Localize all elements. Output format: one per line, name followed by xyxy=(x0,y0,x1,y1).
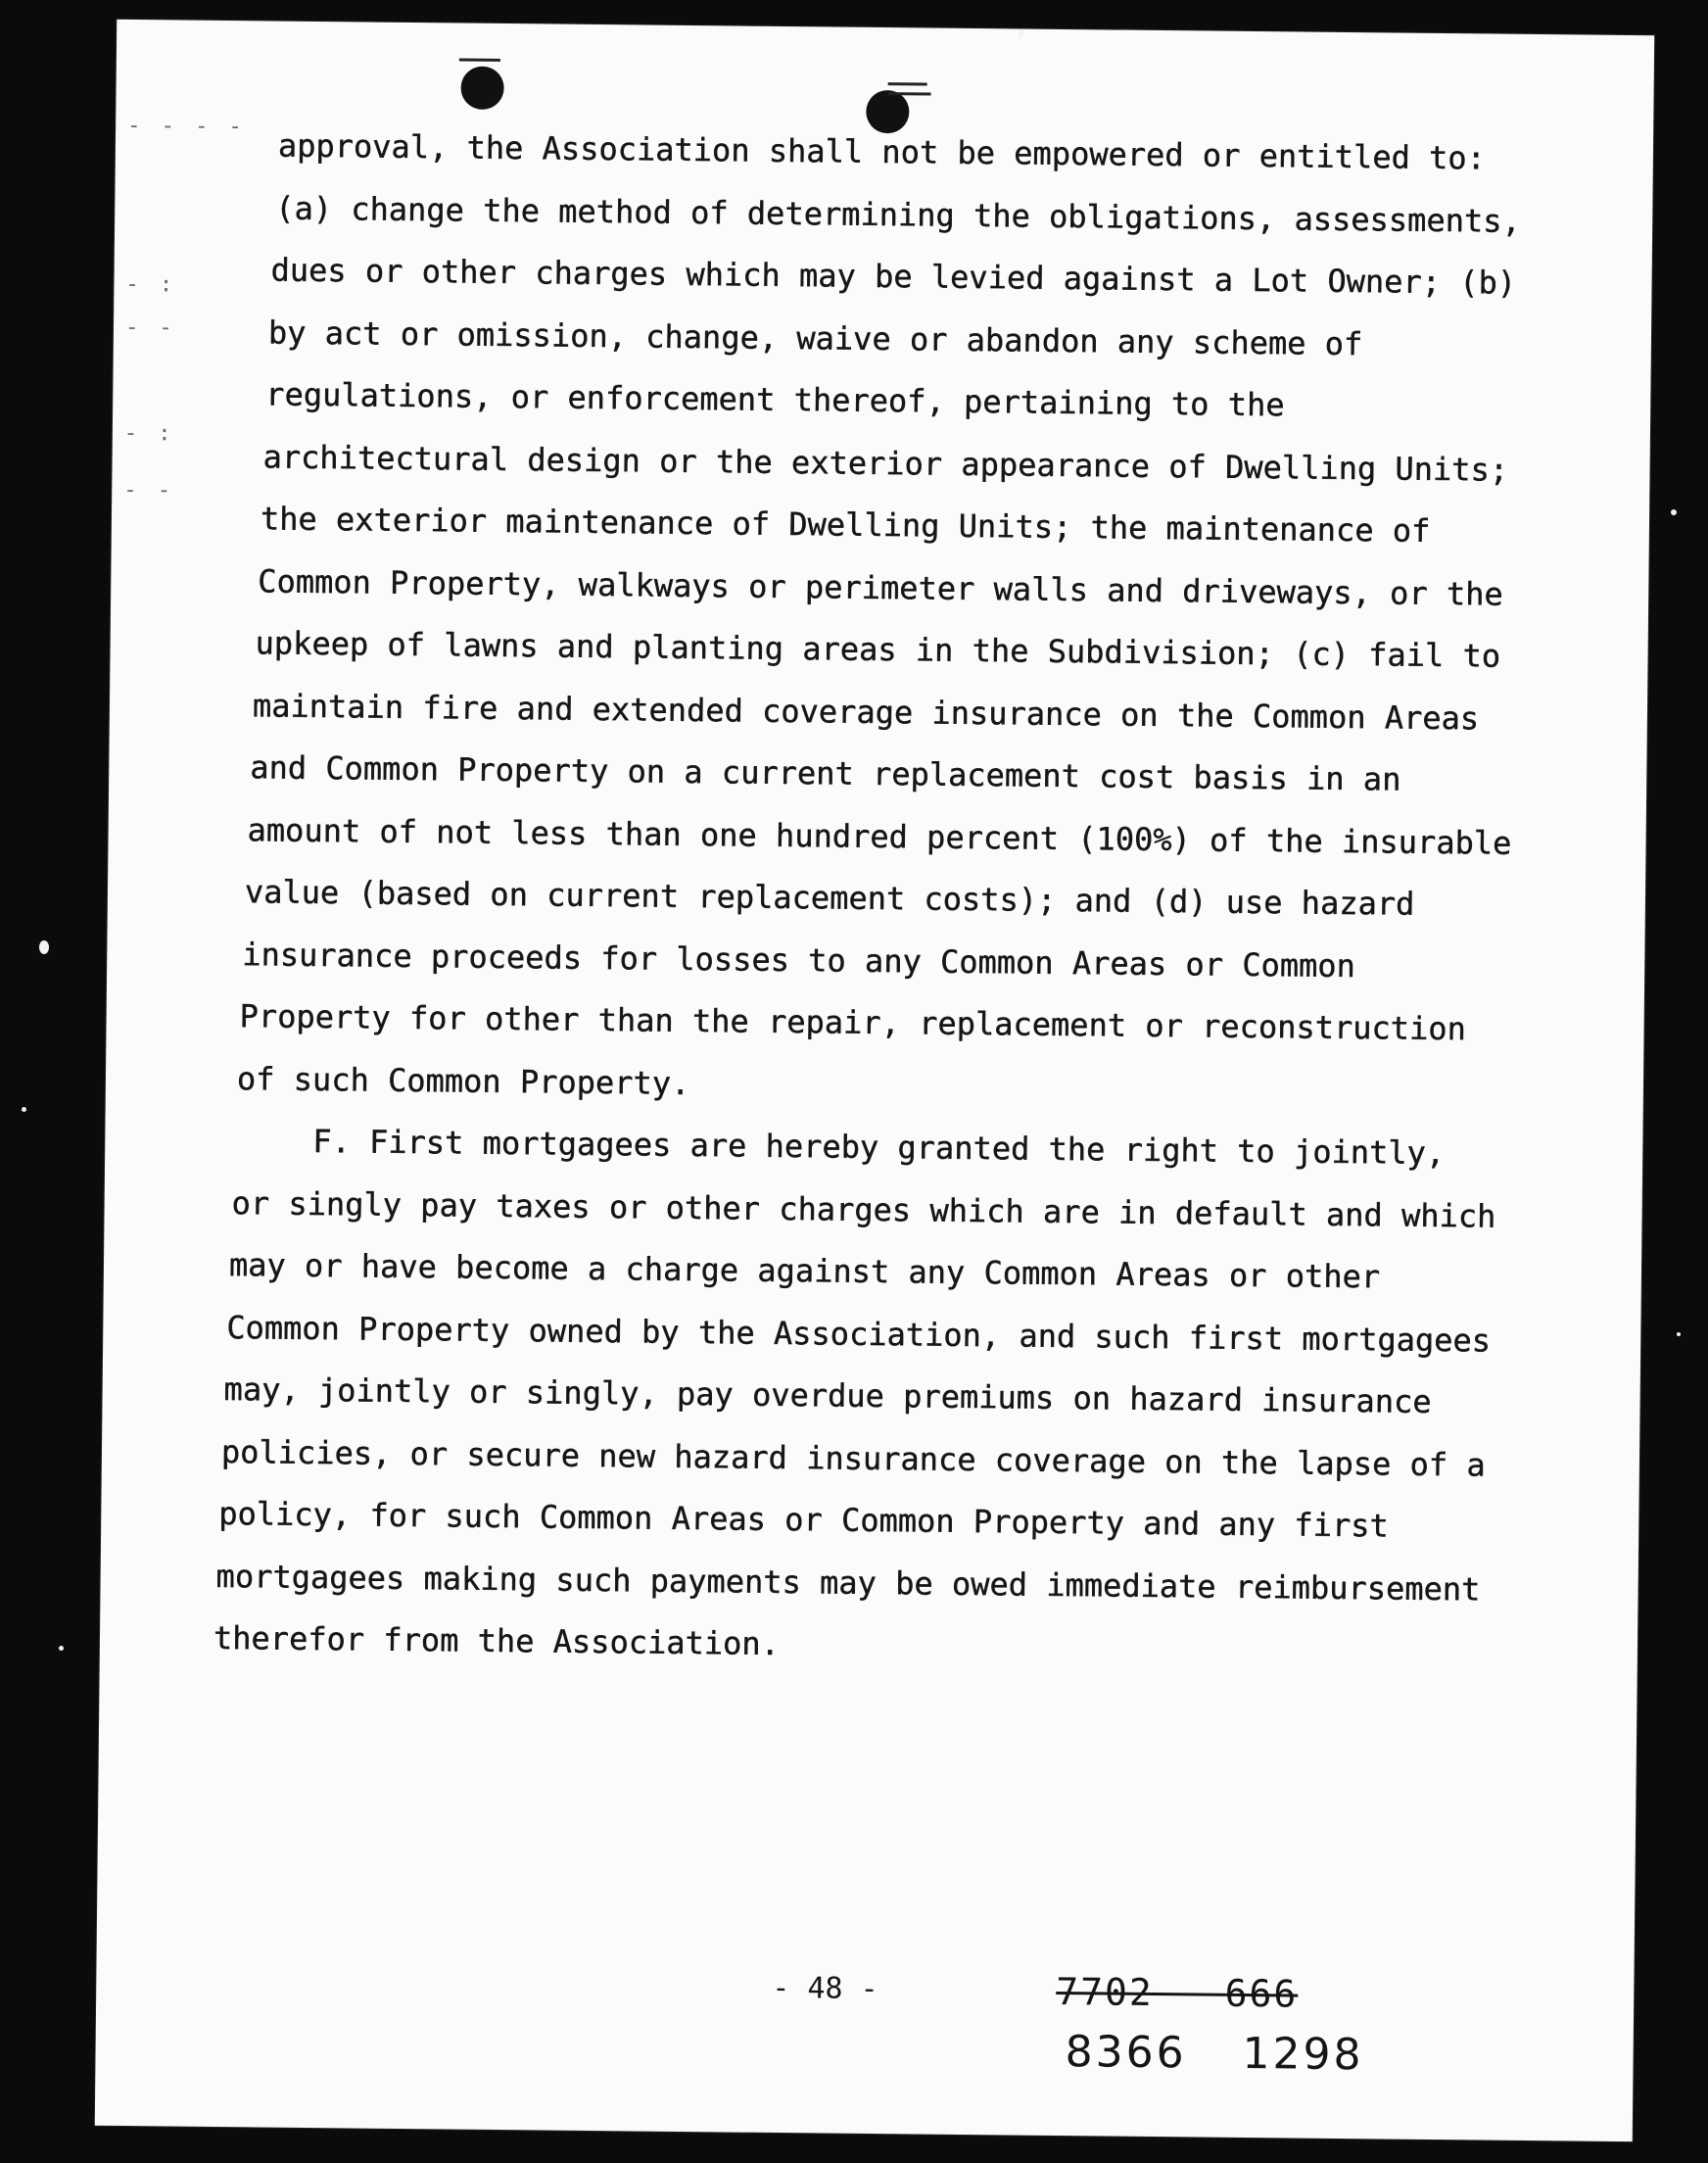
paragraph-f-start: F. First mortgagees are hereby granted the right to jointly, xyxy=(312,1122,1446,1173)
text-line: insurance proceeds for losses to any Common Areas or Common xyxy=(242,935,1356,985)
page-number: - 48 - xyxy=(772,1970,878,2007)
punch-hole-left xyxy=(460,67,503,110)
text-line: upkeep of lawns and planting areas in the Subdivision; (c) fail to xyxy=(255,624,1501,675)
margin-mark: - : xyxy=(123,420,175,447)
scan-speck xyxy=(1677,1332,1681,1336)
text-line: mortgagees making such payments may be owed immediate reimbursement xyxy=(215,1557,1481,1609)
scan-speck xyxy=(22,1107,26,1112)
text-line: by act or omission, change, waive or abandon any scheme of xyxy=(267,312,1363,362)
text-line: dues or other charges which may be levied against a Lot Owner; (b) xyxy=(270,251,1517,302)
document-body xyxy=(206,115,1574,1684)
scan-speck xyxy=(1671,509,1677,515)
text-line: of such Common Property. xyxy=(236,1059,690,1102)
scan-speck xyxy=(39,940,49,954)
record-book-page-reference: 8366 1298 xyxy=(1065,2027,1364,2081)
struck-record-reference: 7702 666 xyxy=(1056,1969,1299,2016)
margin-mark: - - xyxy=(124,314,176,341)
text-line: Common Property owned by the Association, and such first mortgagees xyxy=(226,1308,1492,1360)
punch-hole-mark xyxy=(459,59,500,62)
text-line: regulations, or enforcement thereof, pertaining to the xyxy=(265,375,1285,424)
text-line: may, jointly or singly, pay overdue premiums on hazard insurance xyxy=(223,1370,1432,1420)
text-line: architectural design or the exterior appearance of Dwelling Units; xyxy=(262,437,1509,489)
document-page xyxy=(95,20,1654,2141)
text-line: and Common Property on a current replacement cost basis in an xyxy=(250,748,1401,798)
text-line: therefor from the Association. xyxy=(213,1618,781,1663)
punch-hole-mark xyxy=(888,82,927,85)
margin-mark: - : xyxy=(125,271,177,298)
text-line: approval, the Association shall not be empowered or entitled to: xyxy=(277,126,1487,177)
margin-mark: - - xyxy=(123,477,175,504)
text-line: Property for other than the repair, replacement or reconstruction xyxy=(239,997,1467,1048)
text-line: Common Property, walkways or perimeter walls and driveways, or the xyxy=(258,561,1503,613)
text-line: amount of not less than one hundred percent (100%) of the insurable xyxy=(247,810,1512,862)
text-line: may or have become a charge against any Common Areas or other xyxy=(228,1246,1381,1296)
text-line: (a) change the method of determining the obligations, assessments, xyxy=(275,189,1521,240)
page-footer xyxy=(97,1964,1635,2081)
text-line: policies, or secure new hazard insurance coverage on the lapse of a xyxy=(220,1432,1486,1484)
margin-mark: - - - - xyxy=(127,113,247,140)
text-line: policy, for such Common Areas or Common Property and any first xyxy=(218,1495,1389,1545)
text-line: or singly pay taxes or other charges which are in default and which xyxy=(231,1183,1496,1235)
punch-hole-mark xyxy=(888,92,931,95)
text-line: value (based on current replacement costs); and (d) use hazard xyxy=(244,873,1415,923)
scan-speck xyxy=(59,1646,64,1651)
scan-speck xyxy=(1019,29,1023,38)
text-line: maintain fire and extended coverage insurance on the Common Areas xyxy=(252,686,1480,737)
text-line: the exterior maintenance of Dwelling Units; the maintenance of xyxy=(260,500,1431,550)
